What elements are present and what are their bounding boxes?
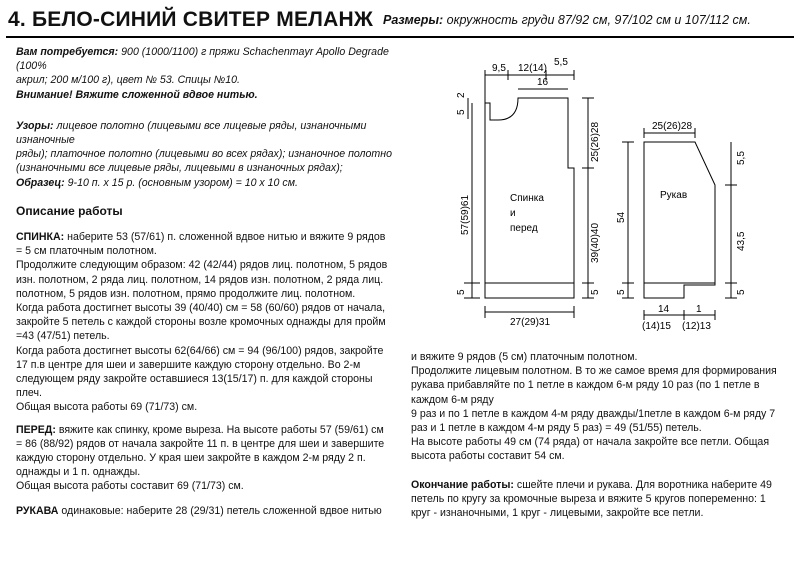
right-line: На высоте работы 49 см (74 ряда) от начала закройте все петли. Общая bbox=[411, 436, 770, 449]
right-line: и вяжите 9 рядов (5 см) платочным полотном. bbox=[411, 351, 638, 363]
sleeve-43-5: 43,5 bbox=[736, 231, 747, 251]
materials-line2: акрил; 200 м/100 г), цвет № 53. Спицы №10. bbox=[16, 74, 240, 87]
dim-57: 57(59)61 bbox=[460, 194, 471, 235]
back-line: следующем ряду закройте оставшиеся 13(15/17) п. для каждой стороны bbox=[16, 373, 373, 386]
patterns-label: Узоры: bbox=[16, 119, 54, 132]
sleeve-14-15: (14)15 bbox=[642, 321, 671, 332]
sleeves-line1: одинаковые: наберите 28 (29/31) петель сложенной вдвое нитью bbox=[61, 504, 382, 517]
sleeve-5-5: 5,5 bbox=[736, 151, 747, 165]
back-line: наберите 53 (57/61) п. сложенной вдвое нитью и вяжите 9 рядов bbox=[67, 231, 386, 244]
right-line: каждом 6-м ряду bbox=[411, 393, 494, 406]
front-label: ПЕРЕД: bbox=[16, 423, 56, 436]
sleeve-label: Рукав bbox=[660, 190, 688, 201]
right-column bbox=[411, 350, 796, 520]
back-line: =43 (47/51) петель. bbox=[16, 330, 110, 343]
back-line: полотном, 5 рядов изн. полотном, прямо продолжите лиц. полотном. bbox=[16, 287, 356, 300]
sleeves-label: РУКАВА bbox=[16, 504, 59, 517]
right-line: высота работы составит 54 см. bbox=[411, 450, 565, 463]
front-line: однажды и 1 п. однажды. bbox=[16, 466, 141, 479]
dim-16: 16 bbox=[537, 77, 549, 88]
front-line: = 86 (88/92) рядов от начала закройте 11 п. в центре для шеи и завершите bbox=[16, 437, 385, 450]
sizes-line bbox=[383, 13, 751, 27]
back-line: Общая высота работы 69 (71/73) см. bbox=[16, 401, 198, 414]
back-line: закройте 5 петель с каждой стороны возле кромочных однажды для пройм bbox=[16, 316, 386, 329]
left-column bbox=[16, 45, 411, 518]
dim-27-29-31: 27(29)31 bbox=[510, 317, 551, 328]
right-line: рукава прибавляйте по 1 петле в каждом 6-м ряду 10 раз (по 1 петле в bbox=[411, 379, 760, 392]
dim-5-left-top: 5 bbox=[456, 109, 467, 115]
back-line: плеч. bbox=[16, 387, 42, 400]
sleeve-12-13: (12)13 bbox=[682, 321, 711, 332]
attention-note: Внимание! Вяжите сложенной вдвое нитью. bbox=[16, 88, 258, 101]
dim-39-40-40: 39(40)40 bbox=[590, 222, 601, 263]
front-line: Общая высота работы составит 69 (71/73) см. bbox=[16, 480, 244, 493]
sleeve-54: 54 bbox=[616, 211, 627, 223]
patterns-line1: лицевое полотно (лицевыми все лицевые ряды, изнаночными изнаночные bbox=[16, 119, 367, 147]
sleeve-1: 1 bbox=[696, 304, 702, 315]
dim-12-14: 12(14) bbox=[518, 63, 547, 74]
back-line: Когда работа достигнет высоты 62(64/66) см = 94 (96/100) рядов, закройте bbox=[16, 344, 384, 357]
back-label: СПИНКА: bbox=[16, 231, 65, 244]
back-line: изн. полотном, 2 ряда лиц. полотном, 14 рядов изн. полотном, 2 ряда лиц. bbox=[16, 273, 384, 286]
right-line: 9 раз и по 1 петле в каждом 4-м ряду дважды/1петле в каждом 6-м ряду 7 bbox=[411, 407, 776, 420]
body-label-1: Спинка bbox=[510, 193, 544, 204]
description-heading: Описание работы bbox=[16, 203, 123, 218]
materials-label: Вам потребуется: bbox=[16, 46, 119, 58]
pattern-schematic bbox=[420, 45, 790, 345]
sleeve-outline bbox=[644, 142, 715, 298]
sleeve-5-left: 5 bbox=[616, 289, 627, 295]
dim-25-26-28: 25(26)28 bbox=[590, 121, 601, 162]
patterns-line3: (изнаночными все лицевые ряды, лицевыми в изнаночных рядах); bbox=[16, 162, 343, 175]
body-label-2: и bbox=[510, 208, 516, 219]
back-line: = 5 см платочным полотном. bbox=[16, 245, 157, 258]
title-divider bbox=[6, 36, 794, 38]
right-line: Продолжите лицевым полотном. В то же самое время для формирования bbox=[411, 365, 777, 378]
materials-line1: 900 (1000/1100) г пряжи Schachenmayr Apollo Degrade (100% bbox=[16, 46, 389, 73]
sizes-text: окружность груди 87/92 см, 97/102 см и 107/112 см. bbox=[446, 13, 751, 27]
dim-5-bottom-left: 5 bbox=[456, 289, 467, 295]
patterns-line2: ряды); платочное полотно (лицевыми во всех рядах); изнаночное полотно bbox=[16, 148, 392, 161]
sleeve-5-right: 5 bbox=[736, 289, 747, 295]
dim-5-bottom-right: 5 bbox=[590, 289, 601, 295]
dim-2: 2 bbox=[456, 92, 467, 98]
front-line: каждую сторону отдельно. У края шеи закройте в каждом 2-м ряду 2 п. bbox=[16, 452, 366, 465]
dim-5-5-top: 5,5 bbox=[554, 57, 568, 68]
finishing-line: петель по кругу за кромочные выреза и вяжите 5 кругов попеременно: 1 bbox=[411, 492, 766, 505]
sizes-label: Размеры: bbox=[383, 13, 444, 27]
page-title: 4. БЕЛО-СИНИЙ СВИТЕР МЕЛАНЖ bbox=[8, 8, 374, 31]
gauge-text: 9-10 п. x 15 р. (основным узором) = 10 x 10 см. bbox=[67, 176, 298, 189]
gauge-label: Образец: bbox=[16, 176, 65, 189]
finishing-line: сшейте плечи и рукава. Для воротника наберите 49 bbox=[516, 478, 772, 491]
dim-9-5: 9,5 bbox=[492, 63, 506, 74]
sleeve-14: 14 bbox=[658, 304, 670, 315]
body-label-3: перед bbox=[510, 223, 538, 234]
back-line: Продолжите следующим образом: 42 (42/44) рядов лиц. полотном, 5 рядов bbox=[16, 259, 388, 272]
finishing-label: Окончание работы: bbox=[411, 478, 514, 491]
sleeve-top-label: 25(26)28 bbox=[652, 121, 693, 132]
right-line: раз и 1 петле в каждом 4-м ряду 5 раз) = 49 (51/55) петель. bbox=[411, 422, 702, 435]
back-line: 17 п.в центре для шеи и завершите каждую сторону отдельно. Во 2-м bbox=[16, 358, 361, 371]
finishing-line: круг - изнаночными, 1 круг - лицевыми, закройте все петли. bbox=[411, 507, 704, 520]
front-line: вяжите как спинку, кроме выреза. На высоте работы 57 (59/61) см bbox=[58, 423, 384, 436]
back-line: Когда работа достигнет высоты 39 (40/40) см = 58 (60/60) рядов от начала, bbox=[16, 302, 386, 315]
